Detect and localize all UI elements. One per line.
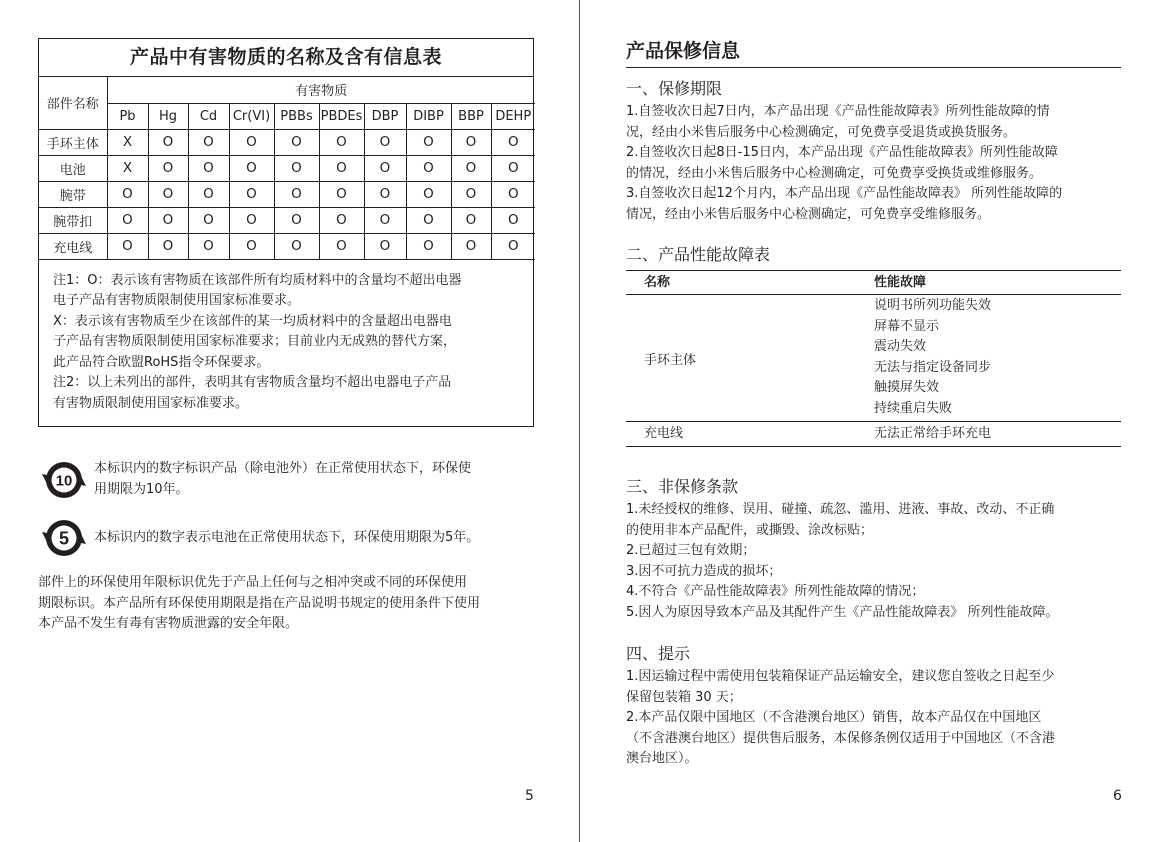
non-warranty-line: 4.不符合《产品性能故障表》所列性能故障的情况； (626, 584, 925, 599)
substance-mark: O (107, 207, 148, 233)
part-name: 手环主体 (39, 129, 107, 155)
substance-mark: O (274, 129, 319, 155)
part-name: 腕带 (39, 181, 107, 207)
non-warranty-line: 5.因人为原因导致本产品及其配件产生《产品性能故障表》 所列性能故障。 (626, 604, 1059, 620)
closing-line: 本产品不发生有毒有害物质泄露的安全年限。 (38, 616, 299, 631)
right-page (581, 0, 1161, 842)
substance-mark: X (107, 155, 148, 181)
non-warranty-section (626, 475, 1126, 623)
fault-item: 震动失效 (874, 339, 927, 354)
substance-mark: O (107, 181, 148, 207)
substance-mark: O (148, 155, 188, 181)
warranty-period-text (626, 102, 1126, 225)
warranty-line: 况，经由小米售后服务中心检测确定，可免费享受退货或换货服务。 (626, 124, 1017, 140)
substance-name: DEHP (491, 103, 535, 129)
substance-mark: O (274, 207, 319, 233)
substance-name: Hg (148, 103, 188, 129)
tips-heading: 四、提示 (626, 644, 691, 663)
substance-mark: O (319, 233, 364, 259)
fault-table-rows (626, 295, 1121, 446)
warranty-line: 3.自签收次日起12个月内，本产品出现《产品性能故障表》 所列性能故障的 (626, 186, 1063, 201)
fault-row (626, 295, 1121, 422)
substance-name: PBDEs (319, 103, 364, 129)
logo-text-line: 用期限为10年。 (94, 482, 189, 497)
substance-mark: O (491, 129, 535, 155)
non-warranty-line: 2.已超过三包有效期； (626, 543, 756, 558)
logo-10-number: 10 (55, 472, 73, 490)
substance-mark: O (491, 181, 535, 207)
tips-line: 澳台地区）。 (626, 751, 698, 766)
substance-mark: O (229, 129, 274, 155)
substance-mark: O (188, 233, 229, 259)
epup-5-text: 本标识内的数字表示电池在正常使用状态下，环保使用期限为5年。 (94, 530, 480, 545)
fault-table-heading: 二、产品性能故障表 (626, 245, 771, 264)
table-row (39, 129, 535, 155)
table-row (39, 233, 535, 259)
fault-part-name: 充电线 (644, 426, 684, 441)
logo-5-number: 5 (58, 528, 70, 549)
page-number-right: 6 (1113, 788, 1122, 804)
non-warranty-line: 的使用非本产品配件，或撕毁、涂改标贴； (626, 522, 874, 538)
substance-mark: O (491, 207, 535, 233)
substance-mark: O (188, 207, 229, 233)
epup-10-year-logo-icon (40, 458, 88, 502)
fault-part-name: 手环主体 (644, 352, 697, 368)
substance-mark: O (406, 181, 451, 207)
substance-mark: O (364, 129, 406, 155)
table-row (39, 207, 535, 233)
substance-mark: O (364, 233, 406, 259)
substance-mark: O (148, 129, 188, 155)
tips-line: 2.本产品仅限中国地区（不含港澳台地区）销售，故本产品仅在中国地区 (626, 710, 1042, 725)
fault-table (626, 270, 1121, 447)
tips-line: 1.因运输过程中需使用包装箱保证产品运输安全，建议您自签收之日起至少 (626, 669, 1055, 684)
substance-mark: O (229, 181, 274, 207)
substance-name: DBP (364, 103, 406, 129)
substance-mark: O (188, 129, 229, 155)
note-line: 注1：O：表示该有害物质在该部件所有均质材料中的含量均不超出电器 (53, 272, 462, 288)
substance-mark: O (491, 233, 535, 259)
closing-line: 期限标识。本产品所有环保使用期限是指在产品说明书规定的使用条件下使用 (38, 595, 481, 611)
substance-name: DIBP (406, 103, 451, 129)
closing-line: 部件上的环保使用年限标识优先于产品上任何与之相冲突或不同的环保使用 (38, 575, 468, 590)
substance-mark: O (148, 233, 188, 259)
left-page (0, 0, 580, 842)
substance-mark: O (274, 233, 319, 259)
epup-5-statement (40, 516, 534, 560)
epup-5-year-logo-icon (40, 516, 88, 560)
page-number-left: 5 (525, 788, 534, 804)
fault-col-name: 名称 (644, 274, 671, 290)
tips-line: （不含港澳台地区）提供售后服务，本保修条例仅适用于中国地区（不含港 (626, 730, 1056, 746)
warranty-line: 2.自签收次日起8日-15日内，本产品出现《产品性能故障表》所列性能故障 (626, 145, 1058, 160)
warranty-line: 的情况，经由小米售后服务中心检测确定，可免费享受换货或维修服务。 (626, 165, 1043, 181)
hazard-notes (39, 260, 533, 427)
warranty-period-section (626, 77, 1126, 225)
substance-mark: O (364, 155, 406, 181)
table-row (39, 155, 535, 181)
fault-item: 触摸屏失效 (874, 380, 940, 395)
part-name-header: 部件名称 (39, 77, 107, 129)
substance-mark: O (364, 207, 406, 233)
substance-mark: O (451, 181, 491, 207)
substance-mark: O (274, 155, 319, 181)
note-line: 子产品有害物质限制使用国家标准要求；目前业内无成熟的替代方案， (53, 334, 457, 349)
fault-item: 说明书所列功能失效 (874, 298, 992, 313)
part-name: 腕带扣 (39, 207, 107, 233)
warranty-line: 1.自签收次日起7日内，本产品出现《产品性能故障表》所列性能故障的情 (626, 104, 1050, 119)
warranty-line: 情况，经由小米售后服务中心检测确定，可免费享受维修服务。 (626, 206, 991, 222)
epup-10-statement (40, 458, 534, 502)
warranty-title: 产品保修信息 (626, 40, 741, 62)
fault-table-section (626, 243, 1126, 447)
substance-grid (39, 77, 535, 260)
substance-mark: X (107, 129, 148, 155)
warranty-period-heading: 一、保修期限 (626, 79, 723, 98)
substance-mark: O (406, 129, 451, 155)
epup-10-text (94, 458, 534, 500)
substance-mark: O (107, 233, 148, 259)
hazard-table-title: 产品中有害物质的名称及含有信息表 (39, 39, 533, 77)
fault-list (874, 422, 1121, 446)
fault-item: 无法正常给手环充电 (874, 426, 992, 441)
substance-mark: O (451, 155, 491, 181)
table-row (39, 181, 535, 207)
substance-name: Cr(VI) (229, 103, 274, 129)
note-line: 此产品符合欧盟RoHS指令环保要求。 (53, 354, 270, 370)
tips-text (626, 667, 1126, 770)
substance-mark: O (451, 129, 491, 155)
substance-name: PBBs (274, 103, 319, 129)
non-warranty-heading: 三、非保修条款 (626, 477, 739, 496)
epup-closing-paragraph (38, 573, 538, 635)
fault-item: 无法与指定设备同步 (874, 359, 992, 375)
note-line: 电子产品有害物质限制使用国家标准要求。 (53, 293, 301, 308)
tips-section (626, 642, 1126, 770)
substance-mark: O (229, 233, 274, 259)
fault-item: 持续重启失败 (874, 400, 953, 416)
note-line: X：表示该有害物质至少在该部件的某一均质材料中的含量超出电器电 (53, 313, 452, 329)
fault-col-fault: 性能故障 (874, 275, 927, 290)
fault-row (626, 422, 1121, 446)
substance-mark: O (229, 155, 274, 181)
logo-text-line: 本标识内的数字标识产品（除电池外）在正常使用状态下，环保使 (94, 461, 472, 476)
substance-mark: O (319, 181, 364, 207)
substance-mark: O (319, 207, 364, 233)
substance-mark: O (491, 155, 535, 181)
substance-mark: O (188, 155, 229, 181)
substance-mark: O (229, 207, 274, 233)
substance-group-header: 有害物质 (107, 77, 535, 103)
substance-mark: O (188, 181, 229, 207)
substance-header-row (39, 77, 535, 103)
hazardous-substance-table (38, 38, 534, 427)
substance-name: BBP (451, 103, 491, 129)
substance-mark: O (364, 181, 406, 207)
substance-mark: O (274, 181, 319, 207)
substance-mark: O (319, 155, 364, 181)
substance-name: Pb (107, 103, 148, 129)
fault-table-header (626, 271, 1121, 295)
fault-list (874, 295, 1121, 421)
non-warranty-line: 1.未经授权的维修、误用、碰撞、疏忽、滥用、进液、事故、改动、不正确 (626, 502, 1055, 517)
note-line: 有害物质限制使用国家标准要求。 (53, 395, 249, 411)
substance-names-row (39, 103, 535, 129)
substance-name: Cd (188, 103, 229, 129)
title-rule (626, 67, 1121, 68)
non-warranty-text (626, 500, 1126, 623)
substance-mark: O (451, 207, 491, 233)
tips-line: 保留包装箱 30 天； (626, 689, 742, 705)
substance-mark: O (406, 155, 451, 181)
fault-item: 屏幕不显示 (874, 318, 940, 334)
substance-mark: O (406, 233, 451, 259)
non-warranty-line: 3.因不可抗力造成的损坏； (626, 563, 782, 579)
substance-rows (39, 129, 535, 259)
substance-mark: O (451, 233, 491, 259)
part-name: 电池 (39, 155, 107, 181)
substance-mark: O (148, 181, 188, 207)
note-line: 注2：以上未列出的部件，表明其有害物质含量均不超出电器电子产品 (53, 375, 452, 390)
substance-mark: O (319, 129, 364, 155)
part-name: 充电线 (39, 233, 107, 259)
substance-mark: O (148, 207, 188, 233)
substance-mark: O (406, 207, 451, 233)
